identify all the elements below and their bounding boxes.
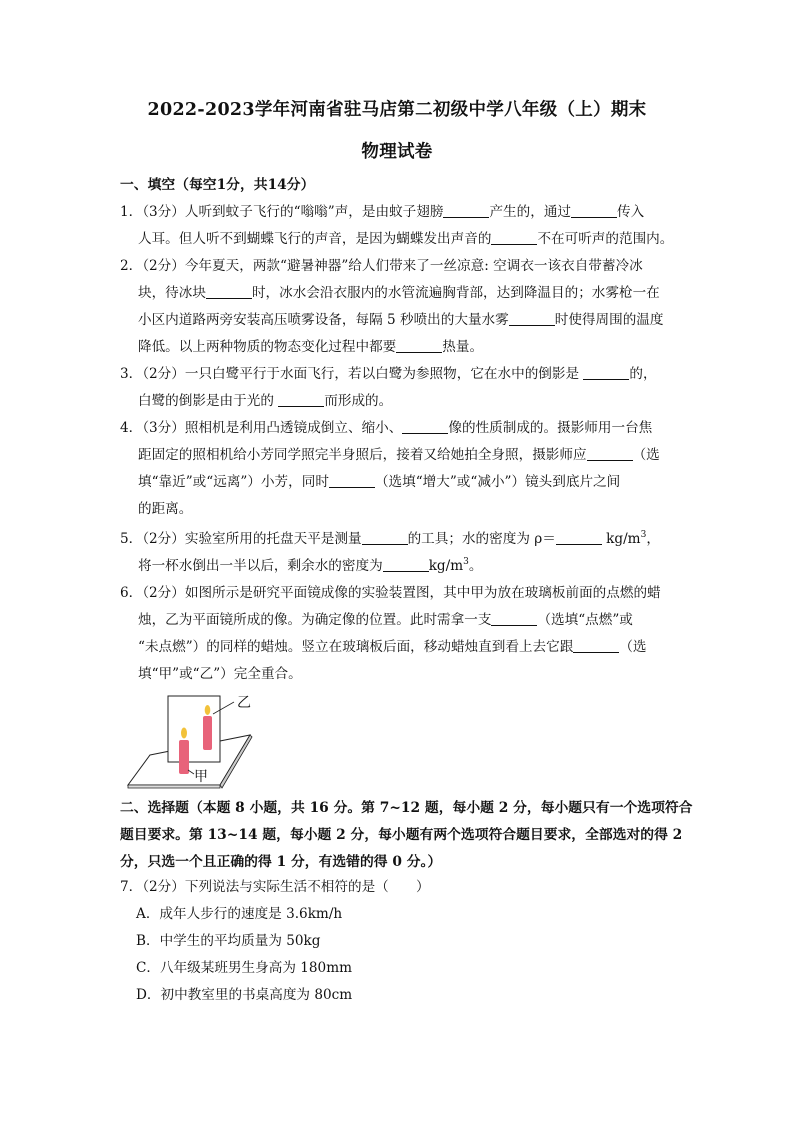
answer-blank[interactable] [573, 637, 619, 653]
question-4 [120, 415, 680, 523]
q3-text: 3．（2分）一只白鹭平行于水面飞行，若以白鹭为参照物，它在水中的倒影是 [120, 366, 584, 382]
q5-text: 将一杯水倒出一半以后，剩余水的密度为 [138, 558, 383, 574]
option-d[interactable]: D．初中教室里的书桌高度为 80cm [136, 987, 353, 1003]
figure-label-jia: 甲 [194, 768, 208, 784]
q3-text: 而形成的。 [324, 393, 393, 409]
answer-blank[interactable] [206, 283, 252, 299]
q1-text: 产生的，通过 [489, 204, 572, 220]
q1-text: 不在可听声的范围内。 [537, 231, 674, 247]
answer-blank[interactable] [491, 610, 537, 626]
answer-blank[interactable] [402, 418, 448, 434]
section2-line: 分，只选一个且正确的得 1 分，有选错的得 0 分。） [120, 854, 442, 870]
image-flame-icon [205, 705, 211, 715]
q6-text: （选填“点燃”或 [537, 612, 633, 628]
answer-blank[interactable] [443, 202, 489, 218]
q5-text: kg/m [428, 558, 464, 574]
q5-text: 5．（2分）实验室所用的托盘天平是测量 [120, 531, 362, 547]
answer-blank[interactable] [362, 529, 408, 545]
answer-blank[interactable] [491, 229, 537, 245]
question-5 [120, 526, 680, 580]
q4-text: （选 [632, 447, 660, 463]
question-3 [120, 361, 680, 415]
q6-text: （选 [619, 639, 647, 655]
answer-blank[interactable] [587, 445, 633, 461]
section2-heading [120, 795, 693, 876]
q3-text: 白鹭的倒影是由于光的 [138, 393, 279, 409]
q1-text: 人耳。但人听不到蝴蝶飞行的声音，是因为蝴蝶发出声音的 [138, 231, 492, 247]
question-2 [120, 253, 680, 361]
q5-text: 的工具；水的密度为 ρ＝ [407, 531, 556, 547]
section2-line: 二、选择题（本题 8 小题，共 16 分。第 7~12 题，每小题 2 分，每小题只有一个选项符合 [120, 800, 693, 816]
exam-title-line1: 2022-2023学年河南省驻马店第二初级中学八年级（上）期末 [147, 100, 647, 120]
q4-text: 填“靠近”或“远离”）小芳，同时 [138, 474, 329, 490]
question-1 [120, 199, 680, 253]
q5-text: kg/m [601, 531, 641, 547]
q3-text: 的， [629, 366, 657, 382]
answer-blank[interactable] [396, 337, 442, 353]
section1-heading: 一、填空（每空1分，共14分） [120, 177, 315, 193]
q2-text: 时使得周围的温度 [554, 312, 664, 328]
answer-blank[interactable] [571, 202, 617, 218]
q4-text: （选填“增大”或“减小”）镜头到底片之间 [374, 474, 621, 490]
q5-text: ， [646, 531, 660, 547]
q6-text: 烛，乙为平面镜所成的像。为确定像的位置。此时需拿一支 [138, 612, 492, 628]
q1-text: 1．（3分）人听到蚊子飞行的“嗡嗡”声，是由蚊子翅膀 [120, 204, 444, 220]
q5-text: 。 [468, 558, 483, 574]
q2-text: 热量。 [442, 339, 484, 355]
table-edge [128, 785, 220, 788]
question-6 [120, 580, 680, 688]
q4-text: 距固定的照相机给小芳同学照完半身照后，接着又给她拍全身照，摄影师应 [138, 447, 587, 463]
q2-text: 块，待冰块 [138, 285, 206, 301]
q4-text: 的距离。 [138, 501, 193, 517]
question-7 [120, 874, 680, 901]
candle-flame-icon [181, 728, 187, 739]
q7-stem: 7．（2分）下列说法与实际生活不相符的是（ ） [120, 879, 430, 895]
mirror-experiment-figure [120, 690, 280, 790]
answer-blank[interactable] [556, 529, 602, 545]
q4-text: 像的性质制成的。摄影师用一台焦 [448, 420, 653, 436]
q6-text: 6．（2分）如图所示是研究平面镜成像的实验装置图，其中甲为放在玻璃板前面的点燃的蜡 [120, 585, 661, 601]
answer-blank[interactable] [509, 310, 555, 326]
glass-plate [168, 696, 220, 762]
answer-blank[interactable] [329, 472, 375, 488]
image-candle [203, 716, 212, 750]
figure-label-yi: 乙 [237, 694, 251, 710]
unit-superscript: 3 [640, 530, 647, 540]
answer-blank[interactable] [583, 364, 629, 380]
q2-text: 降低。以上两种物质的物态变化过程中都要 [138, 339, 397, 355]
q6-text: “未点燃”）的同样的蜡烛。竖立在玻璃板后面，移动蜡烛直到看上去它跟 [138, 639, 574, 655]
q1-text: 传入 [617, 204, 645, 220]
lit-candle [179, 740, 189, 774]
answer-blank[interactable] [278, 391, 324, 407]
q2-text: 小区内道路两旁安装高压喷雾设备，每隔 5 秒喷出的大量水雾 [138, 312, 509, 328]
q2-text: 时，冰水会沿衣服内的水管流遍胸背部，达到降温目的；水雾枪一在 [251, 285, 660, 301]
option-b[interactable]: B．中学生的平均质量为 50kg [136, 933, 321, 949]
section2-line: 题目要求。第 13~14 题，每小题 2 分，每小题有两个选项符合题目要求，全部选对的得 2 [120, 827, 683, 843]
unit-superscript: 3 [463, 557, 469, 567]
option-c[interactable]: C．八年级某班男生身高为 180mm [136, 960, 352, 976]
option-a[interactable]: A．成年人步行的速度是 3.6km/h [136, 906, 343, 922]
answer-blank[interactable] [383, 556, 429, 572]
q2-text: 2．（2分）今年夏天，两款“避暑神器”给人们带来了一丝凉意: 空调衣一该衣自带蓄冷冰 [120, 258, 643, 274]
q4-text: 4．（3分）照相机是利用凸透镜成倒立、缩小、 [120, 420, 403, 436]
q6-text: 填“甲”或“乙”）完全重合。 [138, 666, 302, 682]
exam-title-line2: 物理试卷 [361, 142, 433, 162]
